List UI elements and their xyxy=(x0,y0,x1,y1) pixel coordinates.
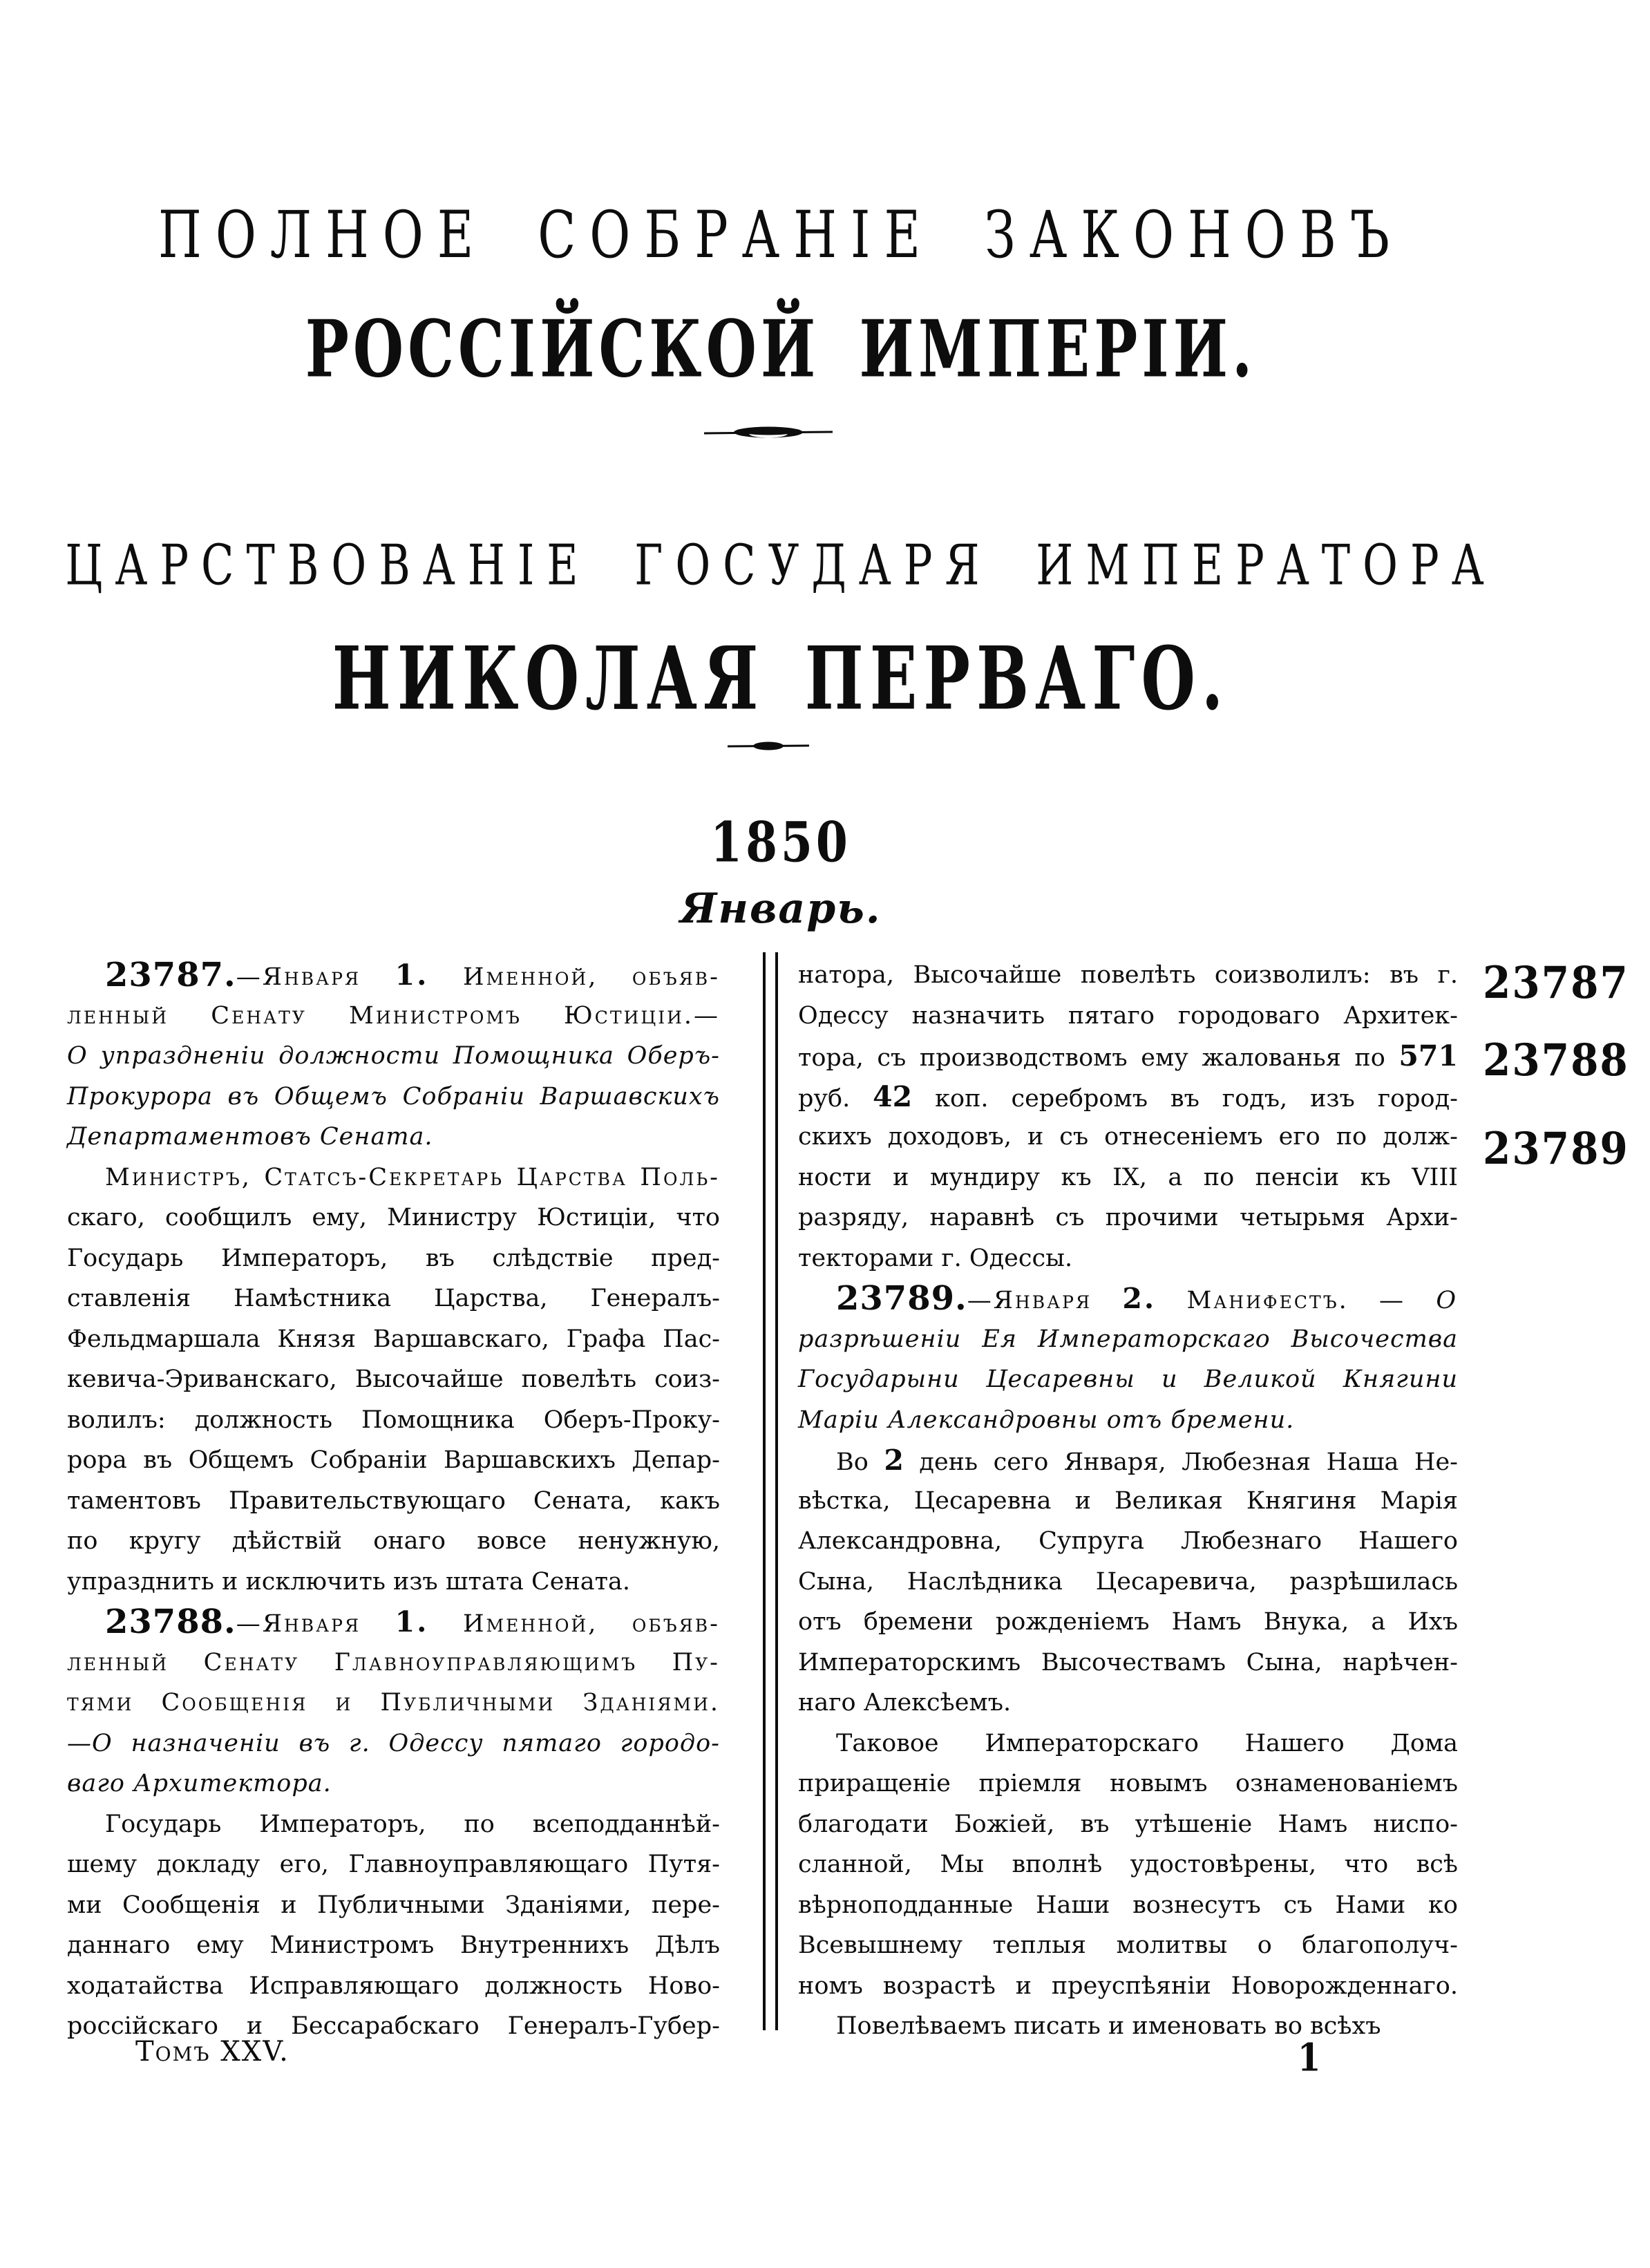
entry-number: 23787. xyxy=(105,956,236,994)
text-line: вѣстка, Цесаревна и Великая Княгиня Марія xyxy=(798,1486,1458,1515)
text-line: россійскаго и Бессарабскаго Генералъ-Губер- xyxy=(67,2012,720,2040)
text-line: Всевышнему теплыя молитвы о благополуч- xyxy=(798,1931,1458,1959)
text-line: руб. 42 коп. серебромъ въ годъ, изъ город- xyxy=(798,1079,1458,1113)
text-line: наго Алексѣемъ. xyxy=(798,1689,1012,1717)
reign-title-line1: ЦАРСТВОВАНІЕ ГОСУДАРЯ ИМПЕРАТОРА xyxy=(65,532,1497,598)
text-line: отъ бремени рожденіемъ Намъ Внука, а Ихъ xyxy=(798,1608,1458,1636)
text-line: О упраздненіи должности Помощника Оберъ- xyxy=(67,1042,720,1070)
text-line: Повелѣваемъ писать и именовать во всѣхъ xyxy=(836,2012,1381,2040)
text-line: ми Сообщенія и Публичными Зданіями, пере- xyxy=(67,1891,720,1919)
month-heading: Январь. xyxy=(680,885,882,933)
text-line: 23788.—Января 1. Именной, объяв- xyxy=(105,1603,721,1641)
text-line: текторами г. Одессы. xyxy=(798,1244,1073,1272)
text-line: Сына, Наслѣдника Цесаревича, разрѣшилась xyxy=(798,1567,1458,1596)
text-line: таментовъ Правительствующаго Сената, какъ xyxy=(67,1486,720,1515)
text-line: Маріи Александровны отъ бремени. xyxy=(798,1406,1295,1434)
text-line: Александровна, Супруга Любезнаго Нашего xyxy=(798,1527,1458,1555)
text-line: рора въ Общемъ Собраніи Варшавскихъ Депар- xyxy=(67,1446,720,1474)
text-line: Прокурора въ Общемъ Собраніи Варшавскихъ xyxy=(67,1082,720,1111)
margin-entry-number: 23788 xyxy=(1483,1034,1629,1086)
text-line: упразднить и исключить изъ штата Сената. xyxy=(67,1567,630,1596)
text-line: скаго, сообщилъ ему, Министру Юстиціи, что xyxy=(67,1204,720,1231)
text-line: тями Сообщенія и Публичными Зданіями. xyxy=(67,1689,720,1717)
ornament-divider-small-icon xyxy=(727,739,810,756)
text-line: Императорскимъ Высочествамъ Сына, нарѣчен- xyxy=(798,1648,1458,1676)
text-line: вѣрноподданные Наши вознесутъ съ Нами ко xyxy=(798,1891,1458,1919)
text-line: номъ возрастѣ и преуспѣяніи Новорожденнаго. xyxy=(798,1972,1458,2000)
text-line: ставленія Намѣстника Царства, Генералъ- xyxy=(67,1285,720,1312)
text-line: Министръ, Статсъ-Секретарь Царства Поль- xyxy=(105,1163,720,1191)
text-line: волилъ: должность Помощника Оберъ-Проку- xyxy=(67,1406,720,1434)
text-line: Одессу назначить пятаго городоваго Архитек- xyxy=(798,1001,1458,1030)
ornament-divider-icon xyxy=(703,424,834,444)
text-line: по кругу дѣйствій онаго вовсе ненужную, xyxy=(67,1527,720,1555)
masthead-title-line2: РОССІЙСКОЙ ИМПЕРІИ. xyxy=(305,303,1257,395)
text-line: скихъ доходовъ, и съ отнесеніемъ его по долж- xyxy=(798,1123,1458,1151)
right-text-column xyxy=(798,955,1458,2047)
text-line: натора, Высочайше повелѣть соизволилъ: въ г. xyxy=(798,961,1458,989)
text-line: ленный Сенату Министромъ Юстиціи.— xyxy=(67,1001,720,1030)
text-line: ходатайства Исправляющаго должность Ново- xyxy=(67,1972,720,2000)
margin-entry-number: 23787 xyxy=(1483,956,1629,1009)
text-line: —О назначеніи въ г. Одессу пятаго городо- xyxy=(67,1729,720,1757)
volume-footer-label: Томъ XXV. xyxy=(135,2036,290,2068)
text-line: приращеніе пріемля новымъ ознаменованіемъ xyxy=(798,1770,1458,1797)
year-heading: 1850 xyxy=(710,810,851,875)
text-line: ности и мундиру къ IX, а по пенсіи къ VIII xyxy=(798,1163,1458,1191)
text-line: Государь Императоръ, въ слѣдствіе пред- xyxy=(67,1244,720,1272)
text-line: разрѣшеніи Ея Императорскаго Высочества xyxy=(798,1325,1458,1353)
reign-title-line2: НИКОЛАЯ ПЕРВАГО. xyxy=(332,627,1230,730)
text-line: Департаментовъ Сената. xyxy=(67,1123,433,1151)
entry-number: 23789. xyxy=(836,1279,967,1318)
text-line: кевича-Эриванскаго, Высочайше повелѣть соиз- xyxy=(67,1365,720,1393)
page-number: 1 xyxy=(1298,2036,1321,2081)
text-line: 23789.—Января 2. Манифестъ. — О xyxy=(836,1279,1459,1318)
text-line: разряду, наравнѣ съ прочими четырьмя Архи- xyxy=(798,1204,1458,1231)
text-line: ленный Сенату Главноуправляющимъ Пу- xyxy=(67,1648,720,1676)
text-line: Во 2 день сего Января, Любезная Наша Не- xyxy=(836,1444,1458,1477)
left-text-column xyxy=(67,955,720,2047)
text-line: Государь Императоръ, по всеподданнѣй- xyxy=(105,1810,720,1838)
text-line: Фельдмаршала Князя Варшавскаго, Графа Пас- xyxy=(67,1325,720,1353)
text-line: 23787.—Января 1. Именной, объяв- xyxy=(105,956,721,994)
text-line: тора, съ производствомъ ему жалованья по 571 xyxy=(798,1039,1458,1072)
text-line: шему докладу его, Главноуправляющаго Путя- xyxy=(67,1851,720,1878)
text-line: благодати Божіей, въ утѣшеніе Намъ ниспо- xyxy=(798,1810,1458,1838)
masthead-title-line1: ПОЛНОЕ СОБРАНІЕ ЗАКОНОВЪ xyxy=(158,197,1403,273)
text-line: даннаго ему Министромъ Внутреннихъ Дѣлъ xyxy=(67,1931,720,1959)
text-line: сланной, Мы вполнѣ удостовѣрены, что всѣ xyxy=(798,1851,1458,1878)
text-line: ваго Архитектора. xyxy=(67,1770,332,1797)
text-line: Таковое Императорскаго Нашего Дома xyxy=(836,1729,1458,1757)
margin-entry-number: 23789 xyxy=(1483,1122,1629,1175)
margin-entry-numbers xyxy=(1483,956,1629,1175)
entry-number: 23788. xyxy=(105,1603,236,1641)
text-line: Государыни Цесаревны и Великой Княгини xyxy=(798,1365,1458,1393)
column-divider-rule xyxy=(763,952,778,2030)
